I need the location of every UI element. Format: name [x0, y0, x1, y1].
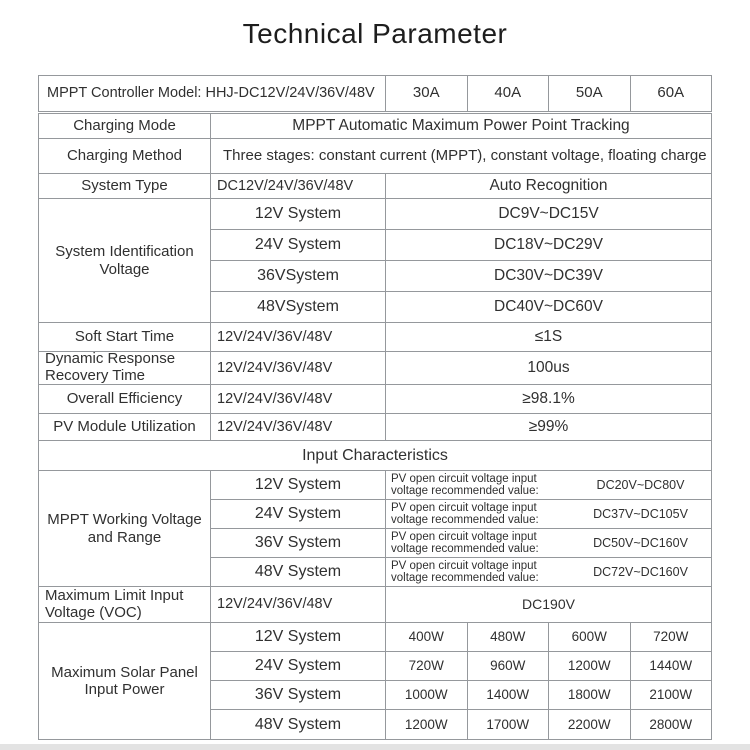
solar-row-36v [211, 681, 711, 710]
soft-start-range: 12V/24V/36V/48V [211, 323, 386, 351]
mppt-value-24v: DC37V~DC105V [593, 507, 688, 521]
row-pv-module-utilization [39, 414, 711, 441]
dynamic-response-label: Dynamic Response Recovery Time [39, 352, 211, 384]
current-rating-50a-cell: 50A [549, 76, 631, 111]
model-row [39, 76, 711, 111]
solar-24v-40a: 960W [468, 652, 550, 680]
mppt-row-48v [211, 558, 711, 586]
siv-value-36v: DC30V~DC39V [494, 267, 603, 285]
mppt-value-48v: DC72V~DC160V [593, 565, 688, 579]
siv-value-12v: DC9V~DC15V [498, 205, 599, 223]
mppt-working-body [211, 471, 711, 586]
row-max-limit-voltage [39, 587, 711, 623]
solar-12v-50a: 600W [549, 623, 631, 651]
siv-value-24v: DC18V~DC29V [494, 236, 603, 254]
siv-system-12v: 12V System [211, 199, 386, 229]
charging-mode-value: MPPT Automatic Maximum Power Point Tracking [292, 117, 630, 135]
mppt-row-36v [211, 529, 711, 558]
pv-note-24v: PV open circuit voltage input voltage recommended value: [391, 501, 539, 526]
solar-36v-50a: 1800W [549, 681, 631, 709]
model-label-cell: MPPT Controller Model: HHJ-DC12V/24V/36V/48V [39, 76, 386, 111]
system-identification-body [211, 199, 711, 322]
solar-row-12v [211, 623, 711, 652]
max-limit-label: Maximum Limit Input Voltage (VOC) [39, 587, 211, 622]
soft-start-label: Soft Start Time [39, 323, 211, 351]
row-dynamic-response [39, 352, 711, 385]
solar-system-24v: 24V System [211, 652, 386, 680]
solar-system-36v: 36V System [211, 681, 386, 709]
siv-system-24v: 24V System [211, 230, 386, 260]
mppt-system-36v: 36V System [211, 529, 386, 557]
group-system-identification [39, 199, 711, 323]
row-charging-method [39, 139, 711, 174]
group-mppt-working [39, 471, 711, 587]
solar-12v-30a: 400W [386, 623, 468, 651]
overall-efficiency-range: 12V/24V/36V/48V [211, 385, 386, 413]
solar-12v-40a: 480W [468, 623, 550, 651]
current-rating-30a-cell: 30A [386, 76, 468, 111]
solar-row-48v [211, 710, 711, 739]
pv-note-12v: PV open circuit voltage input voltage recommended value: [391, 472, 539, 497]
siv-value-48v: DC40V~DC60V [494, 298, 603, 316]
solar-36v-40a: 1400W [468, 681, 550, 709]
max-solar-label: Maximum Solar Panel Input Power [39, 623, 211, 739]
current-rating-60a-cell: 60A [657, 84, 685, 102]
overall-efficiency-value: ≥98.1% [522, 390, 575, 408]
pv-utilization-label: PV Module Utilization [39, 414, 211, 440]
system-identification-label: System Identification Voltage [39, 199, 211, 322]
mppt-cell-48v [386, 558, 711, 586]
solar-48v-50a: 2200W [549, 710, 631, 739]
pv-utilization-range: 12V/24V/36V/48V [211, 414, 386, 440]
system-type-label: System Type [39, 174, 211, 198]
pv-note-36v: PV open circuit voltage input voltage recommended value: [391, 530, 539, 555]
solar-24v-30a: 720W [386, 652, 468, 680]
mppt-system-24v: 24V System [211, 500, 386, 528]
mppt-cell-36v [386, 529, 711, 557]
max-solar-body [211, 623, 711, 739]
input-characteristics-header: Input Characteristics [302, 446, 448, 464]
solar-system-48v: 48V System [211, 710, 386, 739]
dynamic-response-range: 12V/24V/36V/48V [211, 352, 386, 384]
mppt-cell-24v [386, 500, 711, 528]
siv-row-12v [211, 199, 711, 230]
overall-efficiency-label: Overall Efficiency [39, 385, 211, 413]
charging-mode-label: Charging Mode [39, 114, 211, 138]
current-rating-40a-cell: 40A [468, 76, 550, 111]
row-charging-mode [39, 114, 711, 139]
siv-system-48v: 48VSystem [211, 292, 386, 322]
max-limit-value: DC190V [522, 595, 575, 612]
solar-48v-30a: 1200W [386, 710, 468, 739]
row-input-characteristics [39, 441, 711, 471]
siv-row-48v [211, 292, 711, 322]
mppt-system-12v: 12V System [211, 471, 386, 499]
solar-12v-60a: 720W [653, 629, 689, 645]
mppt-working-label: MPPT Working Voltage and Range [39, 471, 211, 586]
model-table [38, 75, 712, 112]
solar-row-24v [211, 652, 711, 681]
siv-system-36v: 36VSystem [211, 261, 386, 291]
solar-36v-30a: 1000W [386, 681, 468, 709]
row-system-type [39, 174, 711, 199]
siv-row-24v [211, 230, 711, 261]
solar-24v-50a: 1200W [549, 652, 631, 680]
page-title: Technical Parameter [242, 18, 508, 49]
system-type-range: DC12V/24V/36V/48V [211, 174, 386, 198]
solar-system-12v: 12V System [211, 623, 386, 651]
soft-start-value: ≤1S [534, 328, 563, 346]
photo-edge-strip [0, 744, 750, 750]
mppt-value-36v: DC50V~DC160V [593, 536, 688, 550]
charging-method-value: Three stages: constant current (MPPT), constant voltage, floating charge [223, 146, 707, 164]
dynamic-response-value: 100us [527, 359, 570, 377]
mppt-value-12v: DC20V~DC80V [596, 478, 685, 492]
mppt-system-48v: 48V System [211, 558, 386, 586]
max-limit-range: 12V/24V/36V/48V [211, 587, 386, 622]
mppt-row-24v [211, 500, 711, 529]
solar-24v-60a: 1440W [649, 658, 693, 674]
pv-utilization-value: ≥99% [528, 418, 569, 436]
system-type-value: Auto Recognition [489, 177, 608, 195]
siv-row-36v [211, 261, 711, 292]
solar-36v-60a: 2100W [649, 687, 693, 703]
spec-table [38, 113, 712, 740]
charging-method-label: Charging Method [39, 139, 211, 173]
solar-48v-40a: 1700W [468, 710, 550, 739]
row-overall-efficiency [39, 385, 711, 414]
row-soft-start-time [39, 323, 711, 352]
pv-note-48v: PV open circuit voltage input voltage recommended value: [391, 559, 539, 584]
group-max-solar-power [39, 623, 711, 739]
mppt-cell-12v [386, 471, 711, 499]
mppt-row-12v [211, 471, 711, 500]
solar-48v-60a: 2800W [649, 716, 693, 732]
